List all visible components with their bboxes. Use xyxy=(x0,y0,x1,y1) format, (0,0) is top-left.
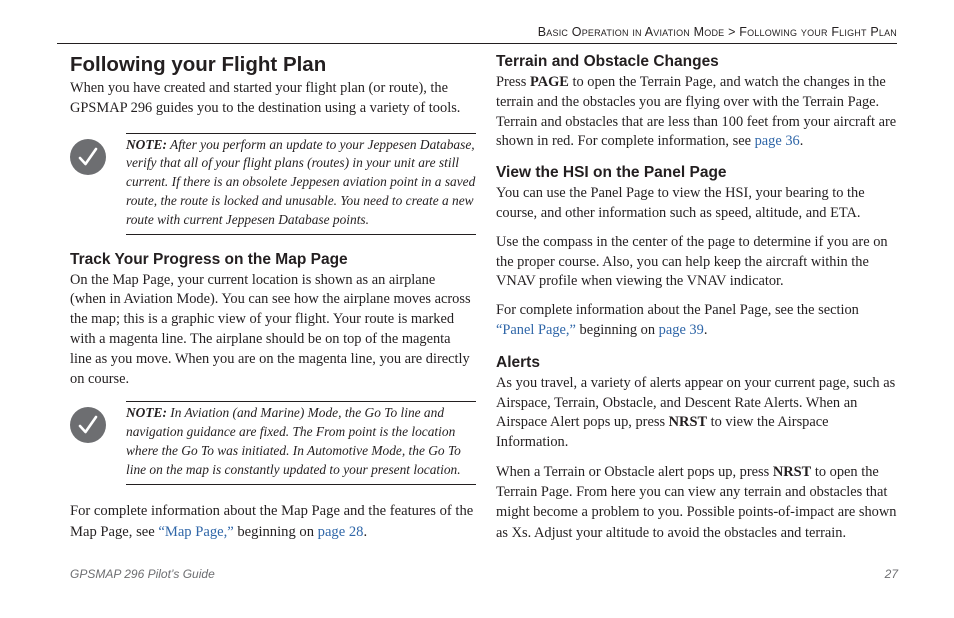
note-box-goto xyxy=(126,401,476,484)
panel-page-link[interactable]: “Panel Page,” xyxy=(496,321,576,338)
alerts-p1-pre: As you travel, a variety of alerts appear on your current page, such as Airspace, Terrain, Obstacle, and Descent Rate Alerts. When an Airspace Alert pops up, press xyxy=(496,374,896,431)
hsi-p3-pre: For complete information about the Panel Page, see the section xyxy=(496,302,859,319)
page-36-link[interactable]: page 36 xyxy=(754,133,800,150)
header-rule xyxy=(57,43,897,44)
note-label: NOTE: xyxy=(126,405,167,421)
page-key: PAGE xyxy=(529,74,569,90)
terrain-heading: Terrain and Obstacle Changes xyxy=(496,53,719,70)
hsi-heading: View the HSI on the Panel Page xyxy=(496,164,727,182)
hsi-paragraph-3 xyxy=(496,301,898,341)
alerts-p2-post: to open the Terrain Page. From here you can view any terrain and obstacles that might become a problem to you. Possible points-of-impact are shown as Xs. Adjust your altitude to avoid the obstacles and terrain. xyxy=(496,463,897,541)
alerts-paragraph-1 xyxy=(496,374,898,453)
note-goto-text xyxy=(126,404,476,479)
map-info-pre: For complete information about the Map Page and the features of the Map Page, see xyxy=(70,502,474,540)
note-box-database xyxy=(126,133,476,235)
page-28-link[interactable]: page 28 xyxy=(317,523,364,540)
alerts-heading: Alerts xyxy=(496,353,540,371)
breadcrumb-separator: > xyxy=(728,25,736,39)
map-page-link[interactable]: “Map Page,” xyxy=(158,523,234,540)
hsi-paragraph-2: Use the compass in the center of the page to determine if you are on the proper course. Also, you can help keep the aircraft within the VNAV profile when viewing the VNAV indicator. xyxy=(496,233,888,290)
note-database-text xyxy=(126,136,476,230)
page-39-link[interactable]: page 39 xyxy=(658,321,704,338)
terrain-pre: Press xyxy=(496,74,530,90)
nrst-key: NRST xyxy=(668,414,708,431)
alerts-p2-pre: When a Terrain or Obstacle alert pops up, press xyxy=(496,463,773,480)
footer-guide-title: GPSMAP 296 Pilot’s Guide xyxy=(70,567,215,581)
hsi-p3-mid: beginning on xyxy=(575,321,659,338)
intro-paragraph: When you have created and started your flight plan (or route), the GPSMAP 296 guides you to the destination using a variety of tools. xyxy=(70,80,461,116)
hsi-p3-post: . xyxy=(703,321,708,338)
note-body: After you perform an update to your Jeppesen Database, verify that all of your flight plans (routes) in your unit are still current. If there is an obsolete Jeppesen aviation point in a saved route, the route is locked and unusable. You need to create a new route with current Jeppesen Database points. xyxy=(126,136,476,227)
note-checkmark-icon xyxy=(70,407,106,443)
track-progress-heading: Track Your Progress on the Map Page xyxy=(70,250,348,268)
running-header xyxy=(538,25,897,39)
map-info-post: . xyxy=(363,523,368,540)
left-column xyxy=(70,52,474,543)
map-info-mid: beginning on xyxy=(233,523,318,540)
alerts-paragraph-2 xyxy=(496,462,898,543)
terrain-post: . xyxy=(799,133,804,150)
track-progress-paragraph: On the Map Page, your current location is shown as an airplane (when in Aviation Mode). You can see how the airplane moves across the map; this is a graphic view of your flight. Your route is marked with a magenta line. The airplane should be on top of the magenta line as you move. When you are on the magenta line, you are directly on course. xyxy=(70,271,471,387)
terrain-paragraph xyxy=(496,73,898,152)
breadcrumb-page: Following your Flight Plan xyxy=(739,25,897,39)
note-checkmark-icon xyxy=(70,139,106,175)
note-body: In Aviation (and Marine) Mode, the Go To line and navigation guidance are fixed. The From point is the location where the Go To was initiated. In Automotive Mode, the Go To line on the map is constantly updated to your present location. xyxy=(126,405,461,477)
breadcrumb-section: Basic Operation in Aviation Mode xyxy=(537,25,725,39)
nrst-key: NRST xyxy=(772,463,812,480)
terrain-text: to open the Terrain Page, and watch the changes in the terrain and the obstacles you are flying over with the Terrain Page. Terrain and obstacles that are less than 100 feet from your aircraft are shown in red. For complete information, see xyxy=(496,74,897,150)
note-label: NOTE: xyxy=(126,136,167,152)
page-title: Following your Flight Plan xyxy=(70,53,327,76)
right-column xyxy=(496,52,898,543)
alerts-p1-post: to view the Airspace Information. xyxy=(496,414,829,451)
footer-page-number: 27 xyxy=(884,567,898,581)
map-info-paragraph xyxy=(70,501,474,543)
hsi-paragraph-1: You can use the Panel Page to view the HSI, your bearing to the course, and other information such as speed, altitude, and ETA. xyxy=(496,185,865,221)
